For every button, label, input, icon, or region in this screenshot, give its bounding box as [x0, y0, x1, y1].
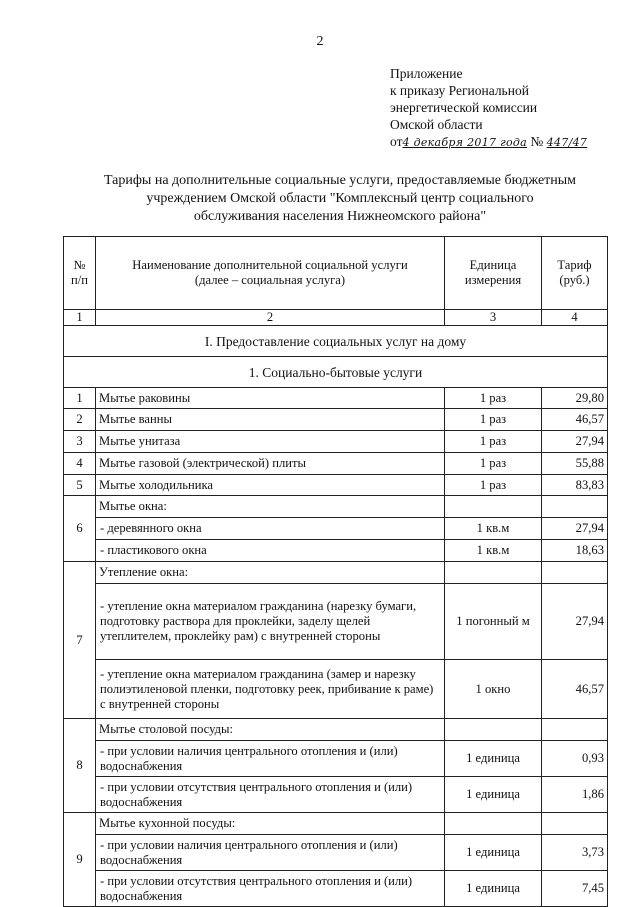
row-group-title: Мытье столовой посуды: — [96, 719, 445, 741]
title-line: Тарифы на дополнительные социальные услуги, предоставляемые бюджетным — [103, 173, 577, 188]
section-row — [64, 326, 608, 357]
row-unit: 1 кв.м — [445, 540, 542, 562]
row-group-title: Утепление окна: — [96, 562, 445, 584]
row-unit: 1 единица — [445, 741, 542, 777]
header-price: Тариф (руб.) — [542, 237, 608, 310]
row-name: Мытье ванны — [96, 409, 445, 431]
tariffs-table — [63, 236, 608, 907]
table-row — [64, 388, 608, 409]
header-unit: Единица измерения — [445, 237, 542, 310]
table-subrow — [64, 741, 608, 777]
table-subrow — [64, 835, 608, 871]
row-price: 7,45 — [542, 871, 608, 907]
row-num: 7 — [64, 562, 96, 719]
row-name: - при условии наличия центрального отопления и (или) водоснабжения — [96, 835, 445, 871]
row-num: 2 — [64, 409, 96, 431]
row-name: Мытье унитаза — [96, 431, 445, 453]
row-price — [542, 562, 608, 584]
row-unit — [445, 562, 542, 584]
handwritten-date: 4 декабря 2017 года — [402, 136, 528, 149]
row-name: - деревянного окна — [96, 518, 445, 540]
table-subrow — [64, 540, 608, 562]
row-unit — [445, 496, 542, 518]
row-group-title: Мытье окна: — [96, 496, 445, 518]
row-unit: 1 окно — [445, 660, 542, 719]
row-name: - при условии наличия центрального отопления и (или) водоснабжения — [96, 741, 445, 777]
row-num: 3 — [64, 431, 96, 453]
table-row — [64, 562, 608, 584]
document-title — [60, 172, 620, 226]
row-price: 18,63 — [542, 540, 608, 562]
page-number: 2 — [316, 34, 324, 49]
table-row — [64, 409, 608, 431]
row-name: - утепление окна материалом гражданина (замер и нарезку полиэтиленовой пленки, подготовку реек, прибивание к раме) с внутренней стороны — [96, 660, 445, 719]
row-name: - пластикового окна — [96, 540, 445, 562]
table-subrow — [64, 777, 608, 813]
row-name: - при условии отсутствия центрального отопления и (или) водоснабжения — [96, 871, 445, 907]
table-row — [64, 496, 608, 518]
row-unit: 1 раз — [445, 409, 542, 431]
row-num: 5 — [64, 475, 96, 496]
appendix-line: Омской области — [390, 117, 483, 132]
column-number: 1 — [64, 310, 96, 326]
row-unit: 1 единица — [445, 777, 542, 813]
row-unit: 1 раз — [445, 388, 542, 409]
appendix-line: Приложение — [390, 66, 463, 81]
row-unit: 1 единица — [445, 871, 542, 907]
title-line: учреждением Омской области "Комплексный центр социального — [146, 191, 534, 206]
section-title: I. Предоставление социальных услуг на дому — [64, 326, 608, 357]
appendix-date-line — [390, 133, 587, 151]
row-unit — [445, 813, 542, 835]
table-subrow — [64, 871, 608, 907]
table-subrow — [64, 584, 608, 660]
row-price: 83,83 — [542, 475, 608, 496]
row-price: 27,94 — [542, 518, 608, 540]
row-name: - утепление окна материалом гражданина (нарезку бумаги, подготовку раствора для проклейки, заделу щелей утеплителем, проклейку рам) с внутренней стороны — [96, 584, 445, 660]
row-price: 46,57 — [542, 660, 608, 719]
row-num: 8 — [64, 719, 96, 813]
row-unit: 1 единица — [445, 835, 542, 871]
header-name: Наименование дополнительной социальной услуги (далее – социальная услуга) — [96, 237, 445, 310]
row-unit: 1 раз — [445, 431, 542, 453]
appendix-line: к приказу Региональной — [390, 83, 529, 98]
subsection-title: 1. Социально-бытовые услуги — [64, 357, 608, 388]
row-unit: 1 кв.м — [445, 518, 542, 540]
from-prefix: от — [390, 134, 403, 149]
row-unit: 1 погонный м — [445, 584, 542, 660]
row-group-title: Мытье кухонной посуды: — [96, 813, 445, 835]
row-price: 27,94 — [542, 584, 608, 660]
table-row — [64, 719, 608, 741]
table-header-row — [64, 237, 608, 310]
row-price: 27,94 — [542, 431, 608, 453]
row-price — [542, 813, 608, 835]
appendix-line: энергетической комиссии — [390, 100, 538, 115]
column-number: 2 — [96, 310, 445, 326]
column-number: 3 — [445, 310, 542, 326]
table-row — [64, 431, 608, 453]
title-line: обслуживания населения Нижнеомского района" — [193, 209, 487, 224]
row-unit: 1 раз — [445, 453, 542, 475]
row-price: 46,57 — [542, 409, 608, 431]
row-unit: 1 раз — [445, 475, 542, 496]
row-num: 9 — [64, 813, 96, 907]
row-num: 4 — [64, 453, 96, 475]
row-num: 6 — [64, 496, 96, 562]
handwritten-number: 447/47 — [546, 136, 588, 149]
table-subrow — [64, 518, 608, 540]
header-num: № п/п — [64, 237, 96, 310]
appendix-block — [390, 65, 587, 151]
table-row — [64, 453, 608, 475]
table-row — [64, 813, 608, 835]
column-number: 4 — [542, 310, 608, 326]
number-sign: № — [530, 134, 544, 149]
subsection-row — [64, 357, 608, 388]
row-price — [542, 496, 608, 518]
row-price: 1,86 — [542, 777, 608, 813]
table-subrow — [64, 660, 608, 719]
row-name: Мытье раковины — [96, 388, 445, 409]
row-name: - при условии отсутствия центрального отопления и (или) водоснабжения — [96, 777, 445, 813]
row-price: 55,88 — [542, 453, 608, 475]
row-name: Мытье холодильника — [96, 475, 445, 496]
row-num: 1 — [64, 388, 96, 409]
table-row — [64, 475, 608, 496]
column-number-row — [64, 310, 608, 326]
row-price: 29,80 — [542, 388, 608, 409]
row-name: Мытье газовой (электрической) плиты — [96, 453, 445, 475]
row-price: 3,73 — [542, 835, 608, 871]
row-price — [542, 719, 608, 741]
row-unit — [445, 719, 542, 741]
row-price: 0,93 — [542, 741, 608, 777]
